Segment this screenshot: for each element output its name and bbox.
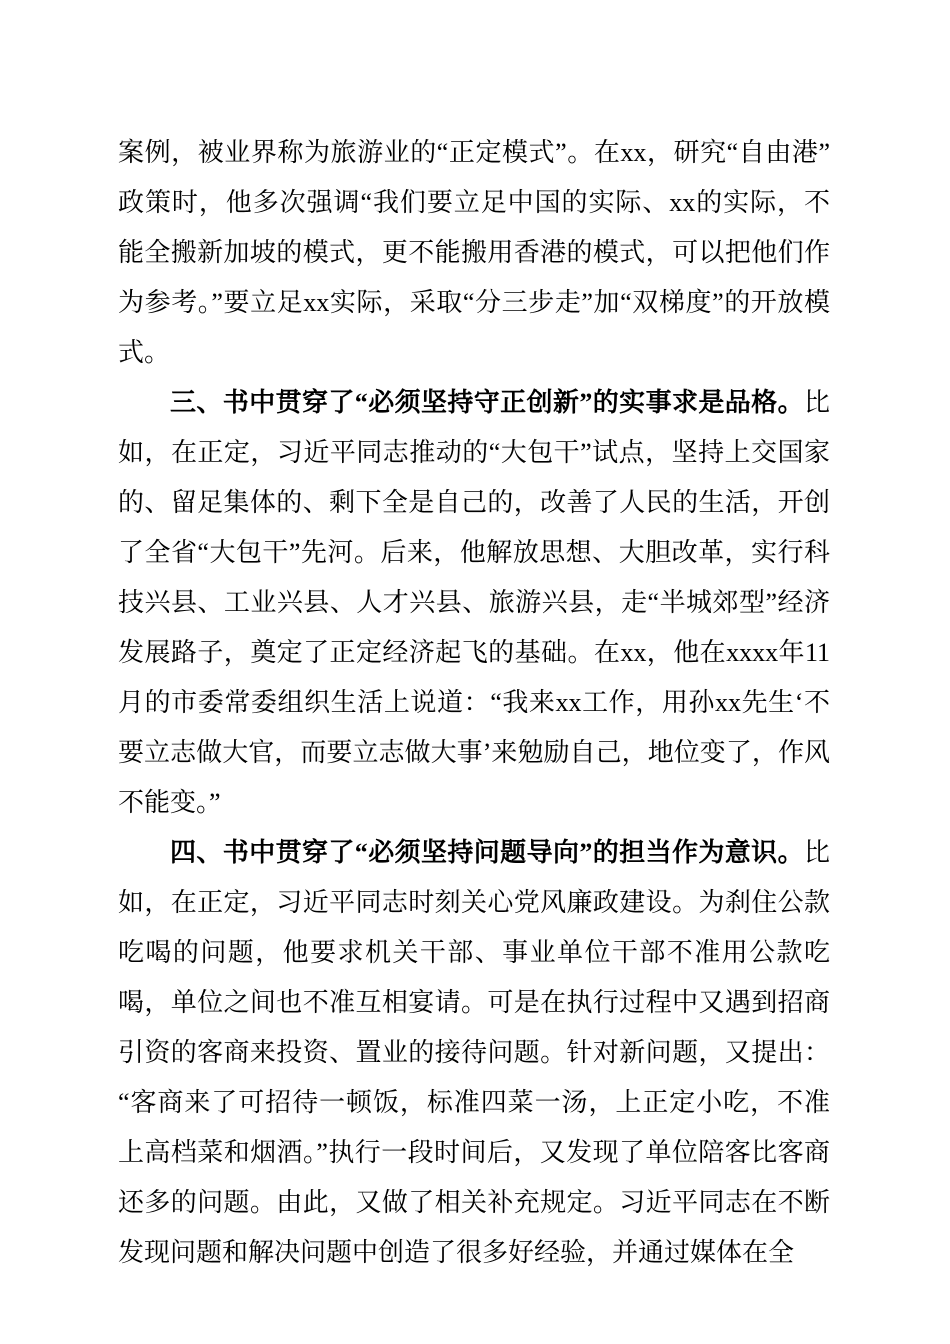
paragraph-text: 比如，在正定，习近平同志推动的“大包干”试点，坚持上交国家的、留足集体的、剩下全是自己的，改善了人民的生活，开创了全省“大包干”先河。后来，他解放思想、大胆改革，实行科技兴县、工业兴县、人才兴县、旅游兴县，走“半城郊型”经济发展路子，奠定了正定经济起飞的基础。在xx，他在xxxx年11月的市委常委组织生活上说道：“我来xx工作，用孙xx先生‘不要立志做大官，而要立志做大事’来勉励自己，地位变了，作风不能变。” [118,388,830,817]
paragraph-1 [118,128,830,378]
paragraph-text: 比如，在正定，习近平同志时刻关心党风廉政建设。为刹住公款吃喝的问题，他要求机关干部、事业单位干部不准用公款吃喝，单位之间也不准互相宴请。可是在执行过程中又遇到招商引资的客商来投资、置业的接待问题。针对新问题，又提出：“客商来了可招待一顿饭，标准四菜一汤，上正定小吃，不准上高档菜和烟酒。”执行一段时间后，又发现了单位陪客比客商还多的问题。由此，又做了相关补充规定。习近平同志在不断发现问题和解决问题中创造了很多好经验，并通过媒体在全 [118,838,830,1267]
section-heading: 三、书中贯穿了“必须坚持守正创新”的实事求是品格。 [170,388,804,417]
paragraph-text: 案例，被业界称为旅游业的“正定模式”。在xx，研究“自由港”政策时，他多次强调“我们要立足中国的实际、xx的实际，不能全搬新加坡的模式，更不能搬用香港的模式，可以把他们作为参考。”要立足xx实际，采取“分三步走”加“双梯度”的开放模式。 [118,138,830,367]
paragraph-3 [118,828,830,1278]
paragraph-2 [118,378,830,828]
section-heading: 四、书中贯穿了“必须坚持问题导向”的担当作为意识。 [170,838,804,867]
